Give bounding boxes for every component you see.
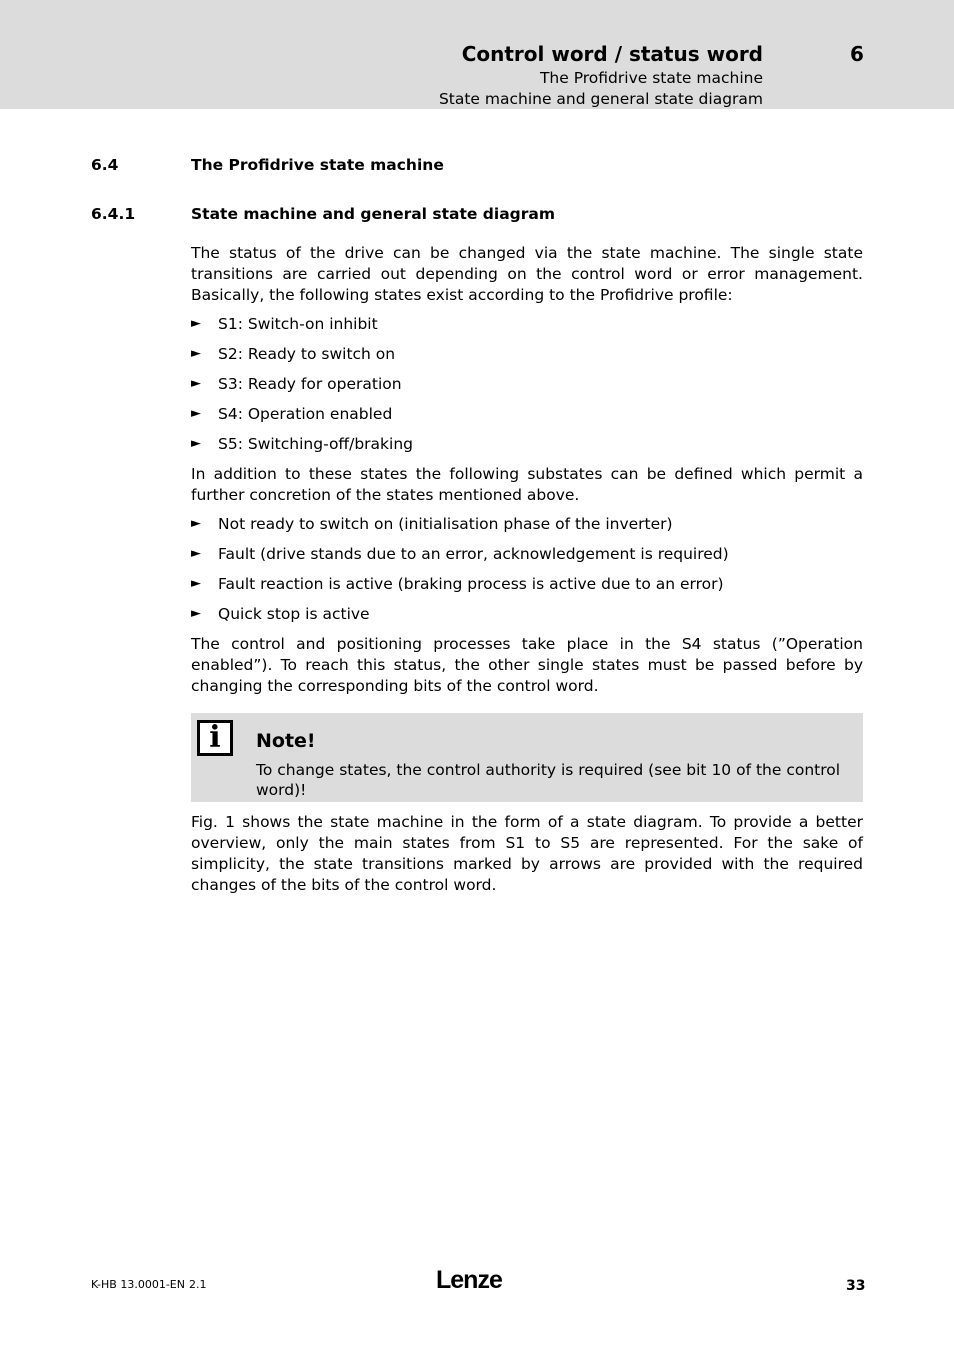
subsection-title: State machine and general state diagram	[191, 205, 556, 223]
bullet-arrow-icon: ►	[191, 576, 201, 591]
section-number: 6.4	[91, 156, 119, 174]
lenze-logo	[436, 1266, 516, 1294]
list-item-text: Quick stop is active	[218, 605, 370, 623]
list-item-text: S2: Ready to switch on	[218, 345, 396, 363]
substates-intro-paragraph: In addition to these states the following substates can be defined which permit a further concretion of the states mentioned above.	[191, 465, 863, 504]
footer-version: 2.1	[189, 1278, 207, 1291]
control-paragraph: The control and positioning processes take place in the S4 status (”Operation enabled”). To reach this status, the other single states must be passed before by changing the corresponding bits of the control word.	[191, 635, 863, 695]
list-item-text: Fault (drive stands due to an error, acknowledgement is required)	[218, 545, 729, 563]
list-item-text: S4: Operation enabled	[218, 405, 393, 423]
bullet-arrow-icon: ►	[191, 606, 201, 621]
bullet-arrow-icon: ►	[191, 546, 201, 561]
list-item-text: S5: Switching-off/braking	[218, 435, 413, 453]
header-band	[0, 0, 954, 109]
figure-description-paragraph: Fig. 1 shows the state machine in the form of a state diagram. To provide a better overview, only the main states from S1 to S5 are represented. For the sake of simplicity, the state transitions marked by arrows are provided with the required changes of the bits of the control word.	[191, 813, 863, 894]
substates-list	[191, 514, 863, 634]
header-subtitle-section: The Profidrive state machine	[539, 69, 763, 87]
list-item	[191, 604, 863, 634]
list-item	[191, 314, 863, 344]
states-list	[191, 314, 863, 464]
list-item	[191, 434, 863, 464]
list-item	[191, 574, 863, 604]
list-item	[191, 404, 863, 434]
list-item-text: S3: Ready for operation	[218, 375, 402, 393]
lenze-logo-text: Lenze	[436, 1266, 502, 1294]
note-box	[191, 713, 863, 802]
list-item	[191, 544, 863, 574]
bullet-arrow-icon: ►	[191, 376, 201, 391]
header-subtitle-subsection: State machine and general state diagram	[438, 90, 763, 108]
chapter-number: 6	[850, 42, 864, 66]
bullet-arrow-icon: ►	[191, 346, 201, 361]
note-text: To change states, the control authority is required (see bit 10 of the control word)!	[256, 761, 841, 799]
section-title: The Profidrive state machine	[191, 156, 444, 174]
bullet-arrow-icon: ►	[191, 516, 201, 531]
footer-document-id: K-HB 13.0001-EN	[91, 1278, 185, 1291]
bullet-arrow-icon: ►	[191, 406, 201, 421]
info-icon: i	[197, 720, 233, 756]
list-item	[191, 374, 863, 404]
bullet-arrow-icon: ►	[191, 316, 201, 331]
list-item	[191, 344, 863, 374]
bullet-arrow-icon: ►	[191, 436, 201, 451]
list-item-text: S1: Switch-on inhibit	[218, 315, 378, 333]
page-number: 33	[846, 1278, 866, 1294]
note-title: Note!	[256, 730, 316, 752]
list-item	[191, 514, 863, 544]
intro-paragraph: The status of the drive can be changed via the state machine. The single state transitions are carried out depending on the control word or error management. Basically, the following states exist according to the Profidrive profile:	[191, 244, 863, 304]
subsection-number: 6.4.1	[91, 205, 136, 223]
list-item-text: Not ready to switch on (initialisation phase of the inverter)	[218, 515, 673, 533]
page-header-title: Control word / status word	[461, 42, 763, 66]
list-item-text: Fault reaction is active (braking process is active due to an error)	[218, 575, 724, 593]
